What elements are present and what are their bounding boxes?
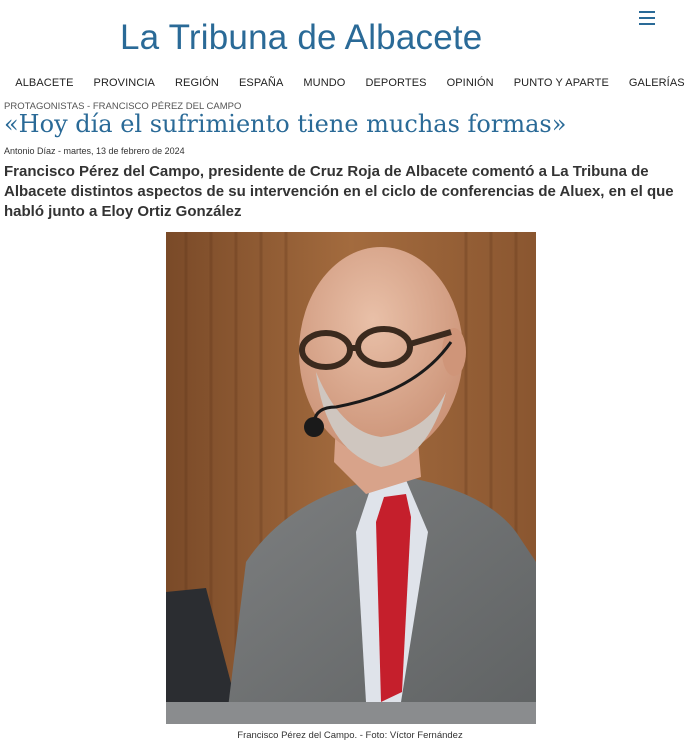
site-logo[interactable]: La Tribuna de Albacete — [120, 18, 483, 57]
nav-item-espana[interactable]: ESPAÑA — [238, 77, 284, 89]
article-kicker[interactable]: PROTAGONISTAS - FRANCISCO PÉREZ DEL CAMPO — [4, 101, 242, 112]
nav-item-punto-y-aparte[interactable]: PUNTO Y APARTE — [513, 77, 609, 89]
portrait-illustration — [166, 232, 536, 724]
article-headline: «Hoy día el sufrimiento tiene muchas formas» — [4, 110, 567, 138]
article-byline: Antonio Díaz - martes, 13 de febrero de 2024 — [4, 146, 185, 156]
main-nav — [0, 74, 700, 94]
nav-item-galerias[interactable]: GALERÍAS — [628, 77, 685, 89]
menu-line — [639, 23, 655, 25]
menu-line — [639, 17, 655, 19]
nav-item-opinion[interactable]: OPINIÓN — [446, 77, 494, 89]
article-photo[interactable] — [166, 232, 536, 724]
nav-item-provincia[interactable]: PROVINCIA — [93, 77, 155, 89]
nav-item-deportes[interactable]: DEPORTES — [365, 77, 427, 89]
photo-caption: Francisco Pérez del Campo. - Foto: Víctor Fernández — [237, 730, 463, 741]
article-lead: Francisco Pérez del Campo, presidente de Cruz Roja de Albacete comentó a La Tribuna de Albacete distintos aspectos de su intervención en el ciclo de conferencias de Aluex, en el que habló junto a Eloy Ortiz González — [4, 163, 674, 220]
masthead — [0, 0, 700, 70]
nav-item-region[interactable]: REGIÓN — [174, 77, 219, 89]
nav-item-albacete[interactable]: ALBACETE — [15, 77, 74, 89]
menu-line — [639, 11, 655, 13]
nav-item-mundo[interactable]: MUNDO — [303, 77, 346, 89]
hamburger-menu-icon[interactable] — [638, 9, 660, 27]
